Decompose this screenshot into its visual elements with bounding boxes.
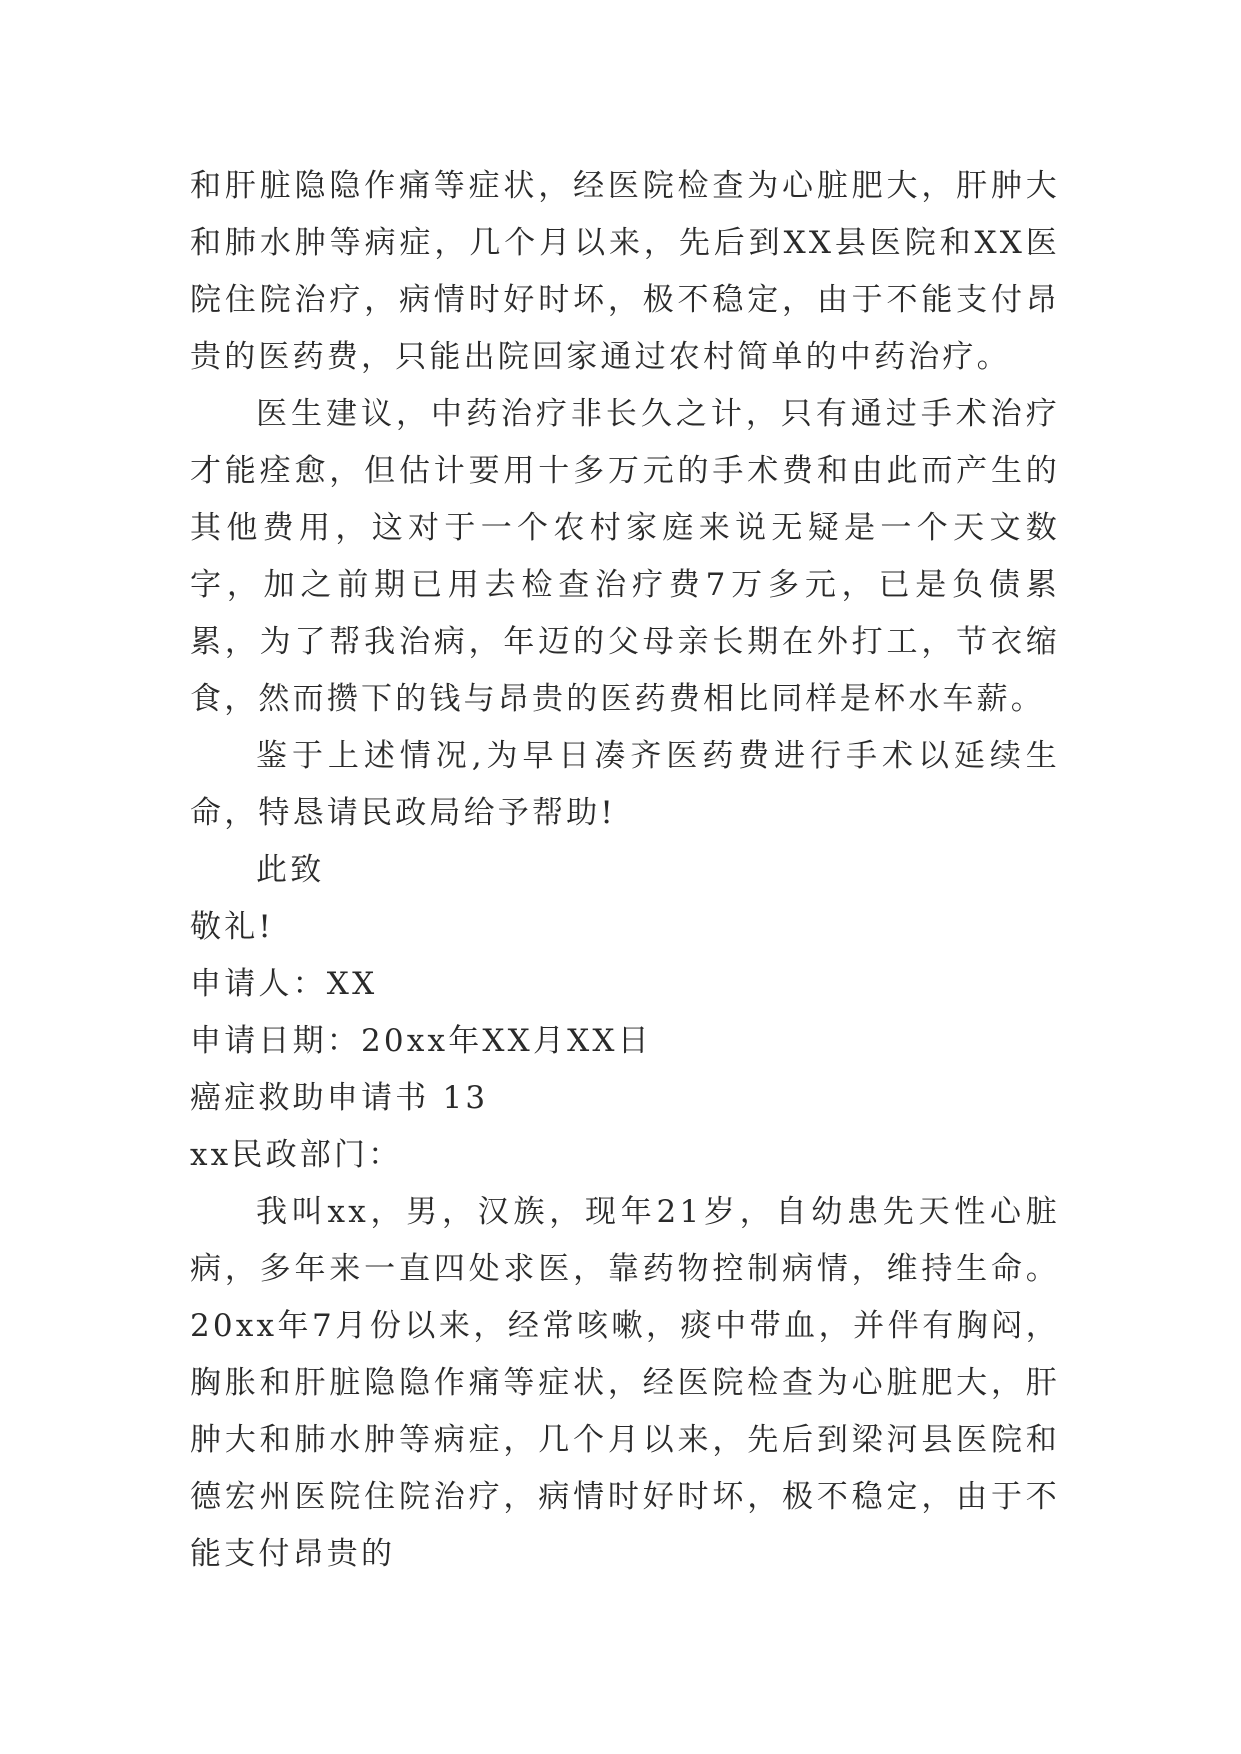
- paragraph-self-introduction: 我叫xx，男，汉族，现年21岁，自幼患先天性心脏病，多年来一直四处求医，靠药物控制病情，维持生命。20xx年7月份以来，经常咳嗽，痰中带血，并伴有胸闷，胸胀和肝脏隐隐作痛等症状，经医院检查为心脏肥大，肝肿大和肺水肿等病症，几个月以来，先后到梁河县医院和德宏州医院住院治疗，病情时好时坏，极不稳定，由于不能支付昂贵的: [190, 1194, 1060, 1572]
- paragraph-request: 鉴于上述情况,为早日凑齐医药费进行手术以延续生命，特恳请民政局给予帮助!: [190, 738, 1060, 831]
- date-line: 申请日期：20xx年XX月XX日: [190, 1023, 652, 1059]
- salute-line: 敬礼!: [190, 909, 275, 945]
- applicant-line: 申请人：XX: [190, 966, 378, 1002]
- paragraph-doctor-advice: 医生建议，中药治疗非长久之计，只有通过手术治疗才能痊愈，但估计要用十多万元的手术费和由此而产生的其他费用，这对于一个农村家庭来说无疑是一个天文数字，加之前期已用去检查治疗费7万多元，已是负债累累，为了帮我治病，年迈的父母亲长期在外打工，节衣缩食，然而攒下的钱与昂贵的医药费相比同样是杯水车薪。: [190, 396, 1060, 717]
- document-body: [190, 158, 1060, 1583]
- paragraph-continued-symptoms: 和肝脏隐隐作痛等症状，经医院检查为心脏肥大，肝肿大和肺水肿等病症，几个月以来，先后到XX县医院和XX医院住院治疗，病情时好时坏，极不稳定，由于不能支付昂贵的医药费，只能出院回家通过农村简单的中药治疗。: [190, 168, 1060, 375]
- recipient-line: xx民政部门：: [190, 1137, 403, 1173]
- closing-line: 此致: [256, 852, 325, 888]
- section-title: 癌症救助申请书 13: [190, 1080, 489, 1116]
